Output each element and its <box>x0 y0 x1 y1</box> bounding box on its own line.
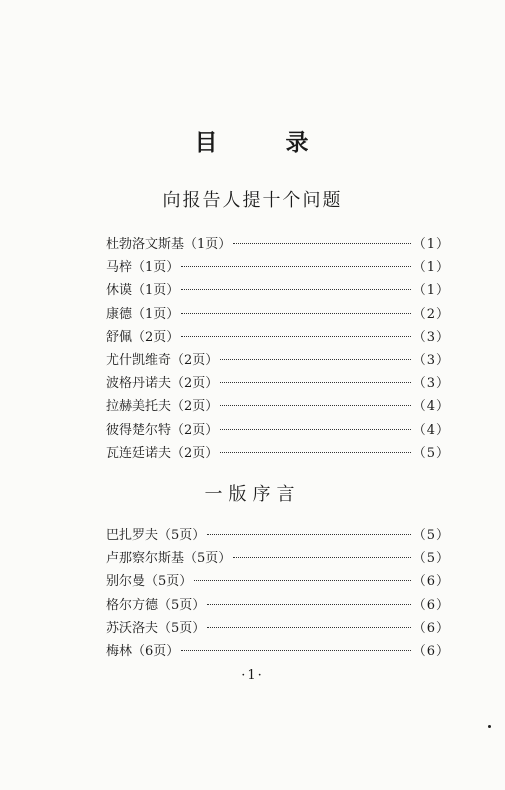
toc-entry <box>106 326 450 349</box>
toc-entry-page: （3） <box>412 329 450 345</box>
toc-entry <box>106 594 450 617</box>
dot-leader <box>194 580 410 581</box>
toc-entry-page: （5） <box>412 528 450 543</box>
toc-entry-name: 尤什凯维奇（2页） <box>106 352 219 368</box>
toc-entry-name: 巴扎罗夫（5页） <box>106 528 206 543</box>
dot-leader <box>181 336 410 337</box>
toc-entry <box>106 303 450 326</box>
toc-entry-page: （1） <box>412 237 450 252</box>
section-heading-preface: 一版序言 <box>204 484 301 505</box>
dot-leader <box>207 604 410 605</box>
dot-leader <box>181 650 410 651</box>
dot-leader <box>220 452 410 453</box>
toc-entry-page: （6） <box>412 643 450 659</box>
toc-entry-name: 拉赫美托夫（2页） <box>106 399 219 415</box>
toc-entry-name: 格尔方德（5页） <box>106 597 206 613</box>
toc-entry <box>106 233 450 256</box>
toc-entry <box>106 547 450 570</box>
dot-leader <box>181 289 410 290</box>
dot-leader <box>233 243 410 244</box>
toc-entry-page: （1） <box>412 283 450 299</box>
toc-entry <box>106 349 450 372</box>
toc-entry-name: 瓦连廷诺夫（2页） <box>106 445 219 461</box>
toc-entry-name: 舒佩（2页） <box>106 329 180 345</box>
toc-entry <box>106 524 450 547</box>
print-speck <box>488 725 491 728</box>
toc-entry-name: 马梓（1页） <box>106 260 180 276</box>
toc-entry <box>106 395 450 418</box>
dot-leader <box>207 627 410 628</box>
dot-leader <box>220 382 410 383</box>
dot-leader <box>233 557 410 558</box>
toc-entry <box>106 570 450 593</box>
toc-entry-name: 苏沃洛夫（5页） <box>106 620 206 636</box>
dot-leader <box>220 405 410 406</box>
section-heading-questions: 向报告人提十个问题 <box>162 190 343 211</box>
dot-leader <box>207 534 410 535</box>
page-number: ·1· <box>241 668 264 683</box>
page-title: 目 录 <box>194 129 339 156</box>
toc-entry-name: 康德（1页） <box>106 306 180 322</box>
toc-entry <box>106 419 450 442</box>
toc-entry-page: （3） <box>412 352 450 368</box>
toc-list-questions <box>106 233 450 465</box>
dot-leader <box>181 266 410 267</box>
toc-entry-page: （4） <box>412 399 450 415</box>
toc-list-preface <box>106 524 450 663</box>
toc-entry-page: （5） <box>412 551 450 567</box>
toc-entry <box>106 442 450 465</box>
toc-entry-name: 休谟（1页） <box>106 283 180 299</box>
toc-entry-name: 卢那察尔斯基（5页） <box>106 551 232 567</box>
toc-entry-page: （6） <box>412 597 450 613</box>
toc-entry-page: （2） <box>412 306 450 322</box>
dot-leader <box>220 359 410 360</box>
toc-entry <box>106 640 450 663</box>
toc-entry-name: 梅林（6页） <box>106 643 180 659</box>
toc-entry-name: 彼得楚尔特（2页） <box>106 422 219 438</box>
toc-entry <box>106 279 450 302</box>
toc-entry-page: （1） <box>412 260 450 276</box>
toc-entry-page: （5） <box>412 445 450 461</box>
toc-entry-page: （4） <box>412 422 450 438</box>
dot-leader <box>181 313 410 314</box>
toc-entry-page: （3） <box>412 376 450 392</box>
toc-entry-page: （6） <box>412 574 450 590</box>
toc-entry <box>106 256 450 279</box>
toc-entry-name: 别尔曼（5页） <box>106 574 193 590</box>
toc-entry <box>106 617 450 640</box>
toc-entry-page: （6） <box>412 620 450 636</box>
toc-entry-name: 波格丹诺夫（2页） <box>106 376 219 392</box>
dot-leader <box>220 429 410 430</box>
toc-entry-name: 杜勃洛文斯基（1页） <box>106 237 232 252</box>
toc-entry <box>106 372 450 395</box>
